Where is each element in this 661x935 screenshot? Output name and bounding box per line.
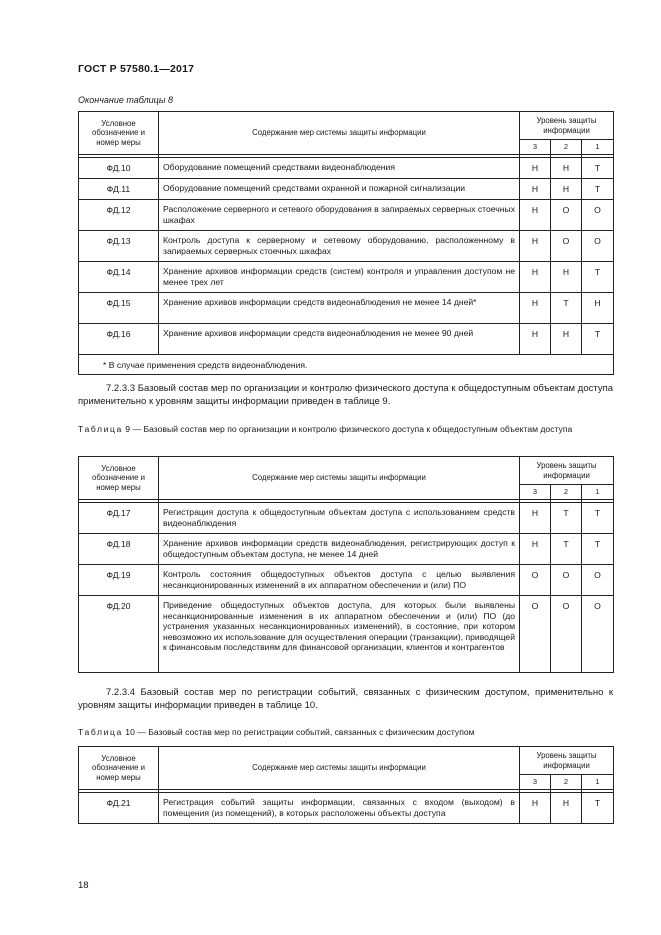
table-9-caption bbox=[78, 424, 613, 435]
table-10-caption-label: Таблица bbox=[78, 727, 123, 737]
level-2-value: О bbox=[551, 200, 582, 231]
measure-text: Расположение серверного и сетевого оборудования в запираемых серверных стоечных шкафах bbox=[159, 200, 520, 231]
table-row bbox=[79, 793, 614, 824]
measure-code: ФД.10 bbox=[79, 158, 159, 179]
table-row bbox=[79, 565, 614, 596]
table-row bbox=[79, 596, 614, 673]
level-2-value: Т bbox=[551, 503, 582, 534]
table-9-caption-text: 9 — Базовый состав мер по организации и контролю физического доступа к общедоступным объектам доступа bbox=[125, 424, 573, 434]
level-1-value: Т bbox=[582, 179, 614, 200]
level-2-value: Н bbox=[551, 158, 582, 179]
level-3-value: О bbox=[520, 565, 551, 596]
level-3-value: Н bbox=[520, 179, 551, 200]
level-2-value: О bbox=[551, 596, 582, 673]
level-2-value: Т bbox=[551, 293, 582, 324]
measure-code: ФД.20 bbox=[79, 596, 159, 673]
level-1-value: Т bbox=[582, 503, 614, 534]
measure-text: Оборудование помещений средствами охранной и пожарной сигнализации bbox=[159, 179, 520, 200]
table-8-continuation-caption: Окончание таблицы 8 bbox=[78, 95, 173, 105]
measure-text: Хранение архивов информации средств видеонаблюдения, регистрирующих доступ к общедоступным объектам доступа, не менее 14 дней bbox=[159, 534, 520, 565]
level-2-value: Н bbox=[551, 793, 582, 824]
level-1-value: О bbox=[582, 565, 614, 596]
header-code: Условное обозначение и номер меры bbox=[79, 457, 159, 500]
document-header: ГОСТ Р 57580.1—2017 bbox=[78, 63, 195, 75]
level-3-value: О bbox=[520, 596, 551, 673]
level-3-value: Н bbox=[520, 293, 551, 324]
measure-text: Приведение общедоступных объектов доступа, для которых были выявлены несанкционированные изменения в их аппаратном обеспечении и (или) ПО (до устранения указанных несанкционированных изменений), в состояние, при котором невозможно их использование для осуществления операции (транзакции), приводящей к финансовым последствиям для финансовой организации, клиентов и контрагентов bbox=[159, 596, 520, 673]
header-level-1: 1 bbox=[582, 140, 614, 155]
table-row bbox=[79, 179, 614, 200]
measure-code: ФД.17 bbox=[79, 503, 159, 534]
level-2-value: О bbox=[551, 565, 582, 596]
level-1-value: О bbox=[582, 200, 614, 231]
measure-text: Регистрация доступа к общедоступным объектам доступа с использованием средств видеонаблюдения bbox=[159, 503, 520, 534]
measure-text: Контроль доступа к серверному и сетевому оборудованию, расположенному в запираемых серверных стоечных шкафах bbox=[159, 231, 520, 262]
table-row bbox=[79, 534, 614, 565]
level-3-value: Н bbox=[520, 793, 551, 824]
table-row bbox=[79, 262, 614, 293]
header-levels: Уровень защиты информации bbox=[520, 112, 614, 140]
level-2-value: О bbox=[551, 231, 582, 262]
header-content: Содержание мер системы защиты информации bbox=[159, 112, 520, 155]
table-row bbox=[79, 503, 614, 534]
table-10-caption-text: 10 — Базовый состав мер по регистрации событий, связанных с физическим доступом bbox=[125, 727, 475, 737]
measure-code: ФД.21 bbox=[79, 793, 159, 824]
header-level-3: 3 bbox=[520, 140, 551, 155]
header-levels: Уровень защиты информации bbox=[520, 457, 614, 485]
level-1-value: Т bbox=[582, 158, 614, 179]
measure-code: ФД.19 bbox=[79, 565, 159, 596]
level-2-value: Т bbox=[551, 534, 582, 565]
paragraph-7-2-3-4: 7.2.3.4 Базовый состав мер по регистрации событий, связанных с физическим доступом, применительно к уровням защиты информации приведен в таблице 10. bbox=[78, 687, 613, 711]
level-1-value: Т bbox=[582, 262, 614, 293]
table-9-caption-label: Таблица bbox=[78, 424, 123, 434]
table-row bbox=[79, 158, 614, 179]
level-2-value: Н bbox=[551, 324, 582, 355]
measure-text: Хранение архивов информации средств (систем) контроля и управления доступом не менее трех лет bbox=[159, 262, 520, 293]
level-1-value: Т bbox=[582, 534, 614, 565]
header-code: Условное обозначение и номер меры bbox=[79, 747, 159, 790]
measure-code: ФД.13 bbox=[79, 231, 159, 262]
table-8 bbox=[78, 111, 614, 375]
measure-text: Контроль состояния общедоступных объектов доступа с целью выявления несанкционированных изменений в их аппаратном обеспечении и (или) ПО bbox=[159, 565, 520, 596]
header-levels: Уровень защиты информации bbox=[520, 747, 614, 775]
header-content: Содержание мер системы защиты информации bbox=[159, 747, 520, 790]
measure-code: ФД.16 bbox=[79, 324, 159, 355]
level-1-value: О bbox=[582, 596, 614, 673]
measure-code: ФД.14 bbox=[79, 262, 159, 293]
header-level-2: 2 bbox=[551, 775, 582, 790]
measure-code: ФД.18 bbox=[79, 534, 159, 565]
table-9 bbox=[78, 456, 614, 673]
level-3-value: Н bbox=[520, 262, 551, 293]
table-row bbox=[79, 293, 614, 324]
level-1-value: Т bbox=[582, 324, 614, 355]
header-level-2: 2 bbox=[551, 485, 582, 500]
level-3-value: Н bbox=[520, 503, 551, 534]
level-3-value: Н bbox=[520, 324, 551, 355]
measure-text: Хранение архивов информации средств видеонаблюдения не менее 90 дней bbox=[159, 324, 520, 355]
page-number: 18 bbox=[78, 880, 89, 891]
header-level-3: 3 bbox=[520, 485, 551, 500]
measure-text: Регистрация событий защиты информации, связанных с входом (выходом) в помещения (из помещений), в которых расположены объекты доступа bbox=[159, 793, 520, 824]
level-1-value: О bbox=[582, 231, 614, 262]
table-10 bbox=[78, 746, 614, 824]
header-content: Содержание мер системы защиты информации bbox=[159, 457, 520, 500]
header-level-2: 2 bbox=[551, 140, 582, 155]
level-3-value: Н bbox=[520, 231, 551, 262]
header-code: Условное обозначение и номер меры bbox=[79, 112, 159, 155]
level-3-value: Н bbox=[520, 158, 551, 179]
header-level-3: 3 bbox=[520, 775, 551, 790]
measure-text: Оборудование помещений средствами видеонаблюдения bbox=[159, 158, 520, 179]
table-row bbox=[79, 231, 614, 262]
level-1-value: Н bbox=[582, 293, 614, 324]
header-level-1: 1 bbox=[582, 775, 614, 790]
measure-code: ФД.15 bbox=[79, 293, 159, 324]
table-10-caption bbox=[78, 727, 613, 738]
measure-code: ФД.12 bbox=[79, 200, 159, 231]
table-footnote: * В случае применения средств видеонаблюдения. bbox=[79, 355, 614, 375]
table-row bbox=[79, 324, 614, 355]
table-row bbox=[79, 200, 614, 231]
level-3-value: Н bbox=[520, 534, 551, 565]
level-2-value: Н bbox=[551, 262, 582, 293]
header-level-1: 1 bbox=[582, 485, 614, 500]
paragraph-7-2-3-3: 7.2.3.3 Базовый состав мер по организации и контролю физического доступа к общедоступным объектам доступа применительно к уровням защиты информации приведен в таблице 9. bbox=[78, 383, 613, 407]
level-2-value: Н bbox=[551, 179, 582, 200]
level-1-value: Т bbox=[582, 793, 614, 824]
measure-code: ФД.11 bbox=[79, 179, 159, 200]
level-3-value: Н bbox=[520, 200, 551, 231]
measure-text: Хранение архивов информации средств видеонаблюдения не менее 14 дней* bbox=[159, 293, 520, 324]
